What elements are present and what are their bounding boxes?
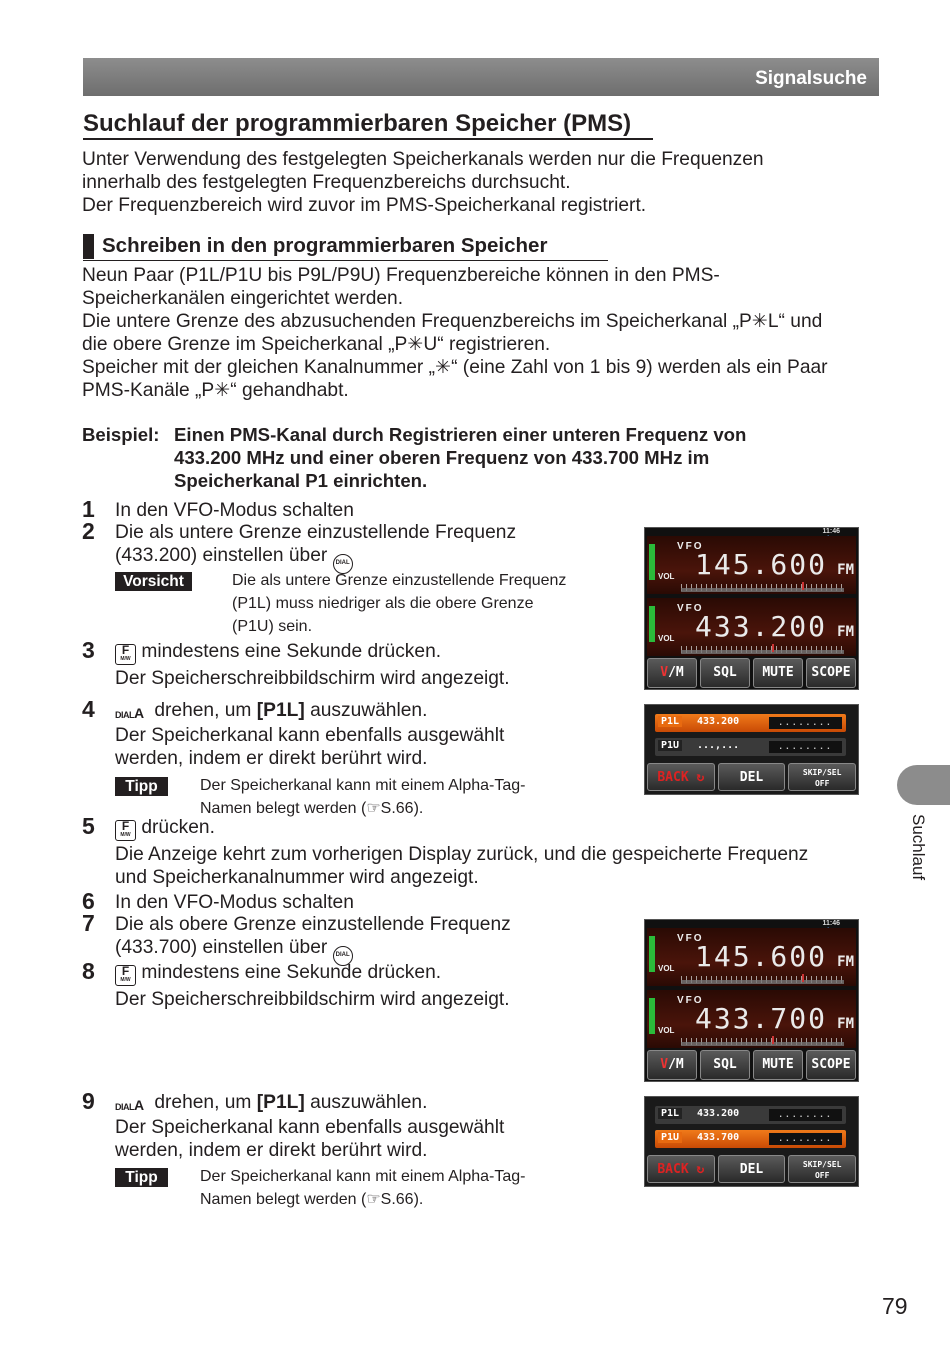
delete-button[interactable]: DEL	[718, 1155, 786, 1183]
radio-screen-vfo-2	[644, 919, 859, 1082]
dial-a-knob-icon: DIALA	[115, 1097, 144, 1113]
scope-marker	[802, 974, 804, 982]
step-line: und Speicherkanalnummer wird angezeigt.	[115, 867, 479, 888]
pms-channel-row[interactable]	[655, 1130, 846, 1148]
f-key-icon: F M/W	[115, 820, 136, 841]
paragraph-line: Neun Paar (P1L/P1U bis P9L/P9U) Frequenzbereiche können in den PMS-	[82, 265, 720, 286]
paragraph-line: die obere Grenze im Speicherkanal „P✳U“ registrieren.	[82, 334, 551, 355]
scope-marker	[772, 644, 774, 652]
mode-label: FM	[837, 1016, 854, 1032]
step-line: Die Anzeige kehrt zum vorherigen Display zurück, und die gespeicherte Frequenz	[115, 844, 809, 865]
screen-button-row	[647, 1050, 856, 1080]
screen-button-row	[647, 658, 856, 688]
caution-note	[232, 569, 566, 638]
band-indicator	[649, 606, 655, 642]
pms-frequency: 433.700	[697, 1132, 740, 1143]
pms-tag-field: ........	[769, 717, 842, 729]
example-line: Speicherkanal P1 einrichten.	[174, 470, 428, 491]
step-line: mindestens eine Sekunde drücken.	[141, 962, 442, 983]
step-line: werden, indem er direkt berührt wird.	[115, 1140, 428, 1161]
vol-label: VOL	[658, 964, 675, 973]
frequency-b: 433.200	[695, 610, 828, 643]
note-line: Der Speicherkanal kann mit einem Alpha-Tag-	[200, 1168, 526, 1185]
vol-label: VOL	[658, 572, 675, 581]
heading-block-marker	[83, 234, 94, 259]
vfo-b-row	[647, 990, 856, 1048]
paragraph-line: PMS-Kanäle „P✳“ gehandhabt.	[82, 380, 349, 401]
title-underline	[83, 138, 653, 140]
frequency-a: 145.600	[695, 940, 828, 973]
screen-button-row	[647, 763, 856, 791]
pms-channel-label: P1U	[658, 1132, 682, 1143]
page-number: 79	[882, 1293, 908, 1319]
scope-bar	[681, 980, 844, 984]
scope-bar	[681, 588, 844, 592]
vm-button[interactable]: V/M	[647, 1050, 697, 1080]
step-text	[115, 640, 510, 690]
scope-bar	[681, 1042, 844, 1046]
step-text: In den VFO-Modus schalten	[115, 500, 354, 521]
note-line: Namen belegt werden (☞S.66).	[200, 1191, 424, 1208]
step-line: Der Speicherkanal kann ebenfalls ausgewählt	[115, 725, 505, 746]
key-label: [P1L]	[256, 700, 305, 721]
step-text	[115, 913, 511, 966]
step-text	[115, 521, 516, 574]
step-text	[115, 961, 510, 1011]
pms-frequency: 433.200	[697, 1108, 740, 1119]
step-line: Die als untere Grenze einzustellende Frequenz	[115, 522, 517, 543]
chapter-side-tab	[897, 765, 950, 805]
vfo-label: VFO	[677, 995, 704, 1006]
step-line: drehen, um	[154, 1092, 252, 1113]
frequency-b: 433.700	[695, 1002, 828, 1035]
clock-readout: 11:46	[822, 920, 840, 927]
skip-sel-button[interactable]: SKIP/SEL OFF	[788, 763, 856, 791]
f-key-icon: F M/W	[115, 965, 136, 986]
band-indicator	[649, 544, 655, 580]
intro-line: innerhalb des festgelegten Frequenzbereichs durchsucht.	[82, 172, 571, 193]
step-number: 6	[82, 888, 95, 914]
frequency-a: 145.600	[695, 548, 828, 581]
step-line: (433.700) einstellen über	[115, 937, 328, 958]
paragraph-line: Speicher mit der gleichen Kanalnummer „✳“ (eine Zahl von 1 bis 9) werden als ein Paar	[82, 357, 828, 378]
step-text	[115, 1091, 504, 1162]
vol-label: VOL	[658, 634, 675, 643]
note-line: Die als untere Grenze einzustellende Frequenz	[232, 572, 567, 589]
note-line: (P1U) sein.	[232, 618, 313, 635]
mute-button[interactable]: MUTE	[753, 1050, 803, 1080]
scope-button[interactable]: SCOPE	[806, 658, 856, 688]
step-text: In den VFO-Modus schalten	[115, 892, 354, 913]
pms-tag-field: ........	[769, 1133, 842, 1145]
subsection-title: Schreiben in den programmierbaren Speicher	[102, 234, 548, 257]
mode-label: FM	[837, 562, 854, 578]
step-number: 8	[82, 958, 95, 984]
tip-note	[200, 774, 526, 820]
screen-button-row	[647, 1155, 856, 1183]
clock-readout: 11:46	[822, 528, 840, 535]
intro-line: Der Frequenzbereich wird zuvor im PMS-Speicherkanal registriert.	[82, 195, 647, 216]
paragraph-line: Die untere Grenze des abzusuchenden Frequenzbereichs im Speicherkanal „P✳L“ und	[82, 311, 823, 332]
pms-channel-row[interactable]	[655, 738, 846, 756]
vfo-b-row	[647, 598, 856, 656]
intro-paragraph	[82, 148, 764, 217]
key-label: [P1L]	[256, 1092, 305, 1113]
tip-note	[200, 1165, 526, 1211]
step-number: 3	[82, 637, 95, 663]
vol-label: VOL	[658, 1026, 675, 1035]
step-line: Der Speicherschreibbildschirm wird angezeigt.	[115, 989, 510, 1010]
section-header-bar	[83, 58, 879, 96]
scope-marker	[802, 582, 804, 590]
subsection-underline	[83, 260, 608, 261]
vfo-label: VFO	[677, 541, 704, 552]
page-title: Suchlauf der programmierbaren Speicher (PMS)	[83, 110, 632, 137]
pms-channel-row[interactable]	[655, 714, 846, 732]
pms-tag-field: ........	[769, 1109, 842, 1121]
tip-tag: Tipp	[115, 1168, 168, 1187]
step-number: 2	[82, 518, 95, 544]
scope-marker	[772, 1036, 774, 1044]
radio-screen-vfo-1	[644, 527, 859, 690]
radio-screen-pms-2	[644, 1096, 859, 1187]
intro-line: Unter Verwendung des festgelegten Speicherkanals werden nur die Frequenzen	[82, 149, 764, 170]
vfo-label: VFO	[677, 933, 704, 944]
dial-a-knob-icon: DIALA	[115, 705, 144, 721]
step-number: 5	[82, 813, 95, 839]
step-line: werden, indem er direkt berührt wird.	[115, 748, 428, 769]
pms-channel-row[interactable]	[655, 1106, 846, 1124]
vfo-a-row	[647, 536, 856, 594]
mode-label: FM	[837, 624, 854, 640]
step-number: 9	[82, 1088, 95, 1114]
example-line: 433.200 MHz und einer oberen Frequenz von 433.700 MHz im	[174, 447, 710, 468]
sql-button[interactable]: SQL	[700, 1050, 750, 1080]
caution-tag: Vorsicht	[115, 572, 192, 591]
step-line: Die als obere Grenze einzustellende Frequenz	[115, 914, 511, 935]
band-indicator	[649, 998, 655, 1034]
back-button[interactable]: BACK ↻	[647, 1155, 715, 1183]
step-text	[115, 699, 504, 770]
chapter-side-label: Suchlauf	[909, 814, 928, 881]
note-line: (P1L) muss niedriger als die obere Grenze	[232, 595, 534, 612]
f-key-icon: F M/W	[115, 644, 136, 665]
step-line: Der Speicherkanal kann ebenfalls ausgewählt	[115, 1117, 505, 1138]
radio-screen-pms-1	[644, 704, 859, 795]
mute-button[interactable]: MUTE	[753, 658, 803, 688]
note-line: Namen belegt werden (☞S.66).	[200, 800, 424, 817]
subsection-paragraph	[82, 264, 828, 402]
note-line: Der Speicherkanal kann mit einem Alpha-Tag-	[200, 777, 526, 794]
step-number: 7	[82, 910, 95, 936]
pms-channel-label: P1L	[658, 716, 682, 727]
step-line: drehen, um	[154, 700, 252, 721]
pms-frequency: ...,...	[697, 740, 740, 751]
step-line: mindestens eine Sekunde drücken.	[141, 641, 442, 662]
dial-knob-icon: DIAL	[333, 946, 353, 966]
paragraph-line: Speicherkanälen eingerichtet werden.	[82, 288, 404, 309]
step-number: 1	[82, 496, 95, 522]
delete-button[interactable]: DEL	[718, 763, 786, 791]
step-line: Der Speicherschreibbildschirm wird angezeigt.	[115, 668, 510, 689]
section-title: Signalsuche	[755, 68, 867, 89]
pms-channel-label: P1L	[658, 1108, 682, 1119]
example-line: Einen PMS-Kanal durch Registrieren einer unteren Frequenz von	[174, 424, 747, 445]
scope-button[interactable]: SCOPE	[806, 1050, 856, 1080]
step-line: auszuwählen.	[310, 1092, 428, 1113]
step-number: 4	[82, 696, 95, 722]
pms-channel-label: P1U	[658, 740, 682, 751]
vm-button[interactable]: V/M	[647, 658, 697, 688]
pms-tag-field: ........	[769, 741, 842, 753]
vfo-label: VFO	[677, 603, 704, 614]
step-line: auszuwählen.	[310, 700, 428, 721]
band-indicator	[649, 936, 655, 972]
step-line: drücken.	[141, 817, 215, 838]
back-button[interactable]: BACK ↻	[647, 763, 715, 791]
mode-label: FM	[837, 954, 854, 970]
vfo-a-row	[647, 928, 856, 986]
pms-frequency: 433.200	[697, 716, 740, 727]
skip-sel-button[interactable]: SKIP/SEL OFF	[788, 1155, 856, 1183]
sql-button[interactable]: SQL	[700, 658, 750, 688]
scope-bar	[681, 650, 844, 654]
example-label: Beispiel:	[82, 424, 160, 445]
dial-knob-icon: DIAL	[333, 554, 353, 574]
step-text	[115, 816, 808, 889]
step-line: (433.200) einstellen über	[115, 545, 328, 566]
tip-tag: Tipp	[115, 777, 168, 796]
example-text	[174, 423, 746, 492]
